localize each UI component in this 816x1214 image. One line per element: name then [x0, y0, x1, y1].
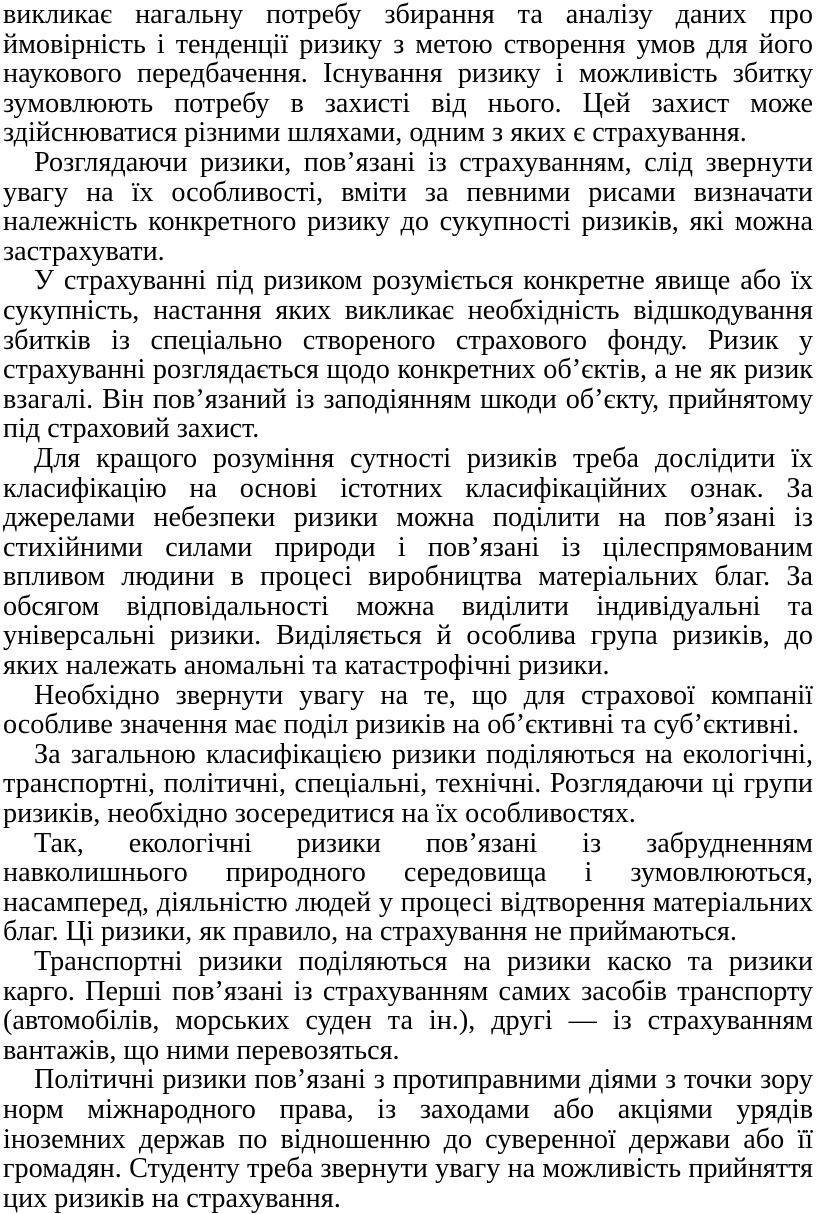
- paragraph-6: За загальною класифікацією ризики поділяються на екологічні, транспортні, політичні, спеціальні, технічні. Розглядаючи ці групи ризиків, необхідно зосередитися на їх особливостях.: [3, 738, 813, 830]
- paragraph-2: Розглядаючи ризики, пов’язані із страхуванням, слід звернути увагу на їх особливості, вміти за певними рисами визначати належність конкретного ризику до сукупності ризиків, які можна застрахувати.: [3, 146, 813, 267]
- paragraph-1: викликає нагальну потребу збирання та аналізу даних про ймовірність і тенденції ризику з метою створення умов для його наукового передбачення. Існування ризику і можливість збитку зумовлюють потребу в захисті від нього. Цей захист може здійснюватися різними шляхами, одним з яких є страхування.: [3, 0, 813, 149]
- paragraph-7: Так, екологічні ризики пов’язані із забрудненням навколишнього природного середовища і зумовлюються, насамперед, діяльністю людей у процесі відтворення матеріальних благ. Ці ризики, як правило, на страхування не приймаються.: [3, 827, 813, 948]
- document-page: [3, 0, 813, 1213]
- paragraph-9: Політичні ризики пов’язані з протиправними діями з точки зору норм міжнародного права, із заходами або акціями урядів іноземних держав по відношенню до суверенної держави або її громадян. Студенту треба звернути увагу на можливість прийняття цих ризиків на страхування.: [3, 1064, 813, 1214]
- paragraph-5: Необхідно звернути увагу на те, що для страхової компанії особливе значення має поділ ризиків на об’єктивні та суб’єктивні.: [3, 679, 813, 741]
- paragraph-8: Транспортні ризики поділяються на ризики каско та ризики карго. Перші пов’язані із страхуванням самих засобів транспорту (автомобілів, морських суден та ін.), другі — із страхуванням вантажів, що ними перевозяться.: [3, 946, 813, 1066]
- paragraph-3: У страхуванні під ризиком розуміється конкретне явище або їх сукупність, настання яких викликає необхідність відшкодування збитків із спеціально створеного страхового фонду. Ризик у страхуванні розглядається щодо конкретних об’єктів, а не як ризик взагалі. Він пов’язаний із заподіянням шкоди об’єкту, прийнятому під страховий захист.: [3, 265, 813, 445]
- paragraph-4: Для кращого розуміння сутності ризиків треба дослідити їх класифікацію на основі істотних класифікаційних ознак. За джерелами небезпеки ризики можна поділити на пов’язані із стихійними силами природи і пов’язані із цілеспрямованим впливом людини в процесі виробництва матеріальних благ. За обсягом відповідальності можна виділити індивідуальні та універсальні ризики. Виділяється й особлива група ризиків, до яких належать аномальні та катастрофічні ризики.: [3, 442, 813, 682]
